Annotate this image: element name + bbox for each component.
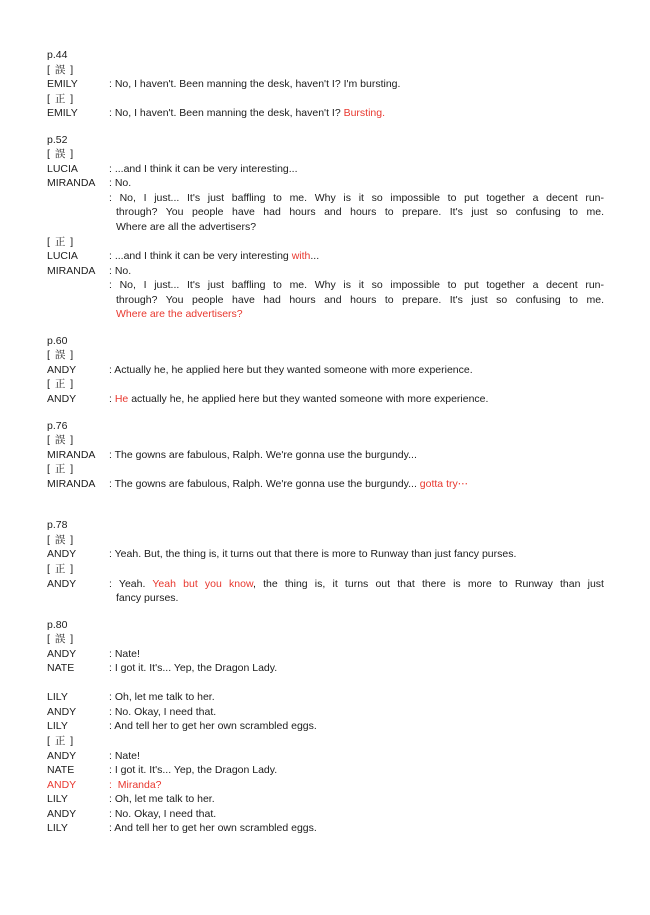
errata-block-p-78 bbox=[47, 518, 604, 605]
errata-block-p-52 bbox=[47, 133, 604, 322]
dialogue-line bbox=[47, 392, 604, 407]
speaker-name: MIRANDA bbox=[47, 264, 96, 277]
speaker-name: LILY bbox=[47, 822, 68, 835]
error-tag: [ 誤 ] bbox=[47, 148, 75, 161]
speaker-name: NATE bbox=[47, 764, 75, 777]
red-correction-text: : Miranda? bbox=[109, 778, 162, 791]
speaker-name: MIRANDA bbox=[47, 477, 96, 490]
speaker-name: EMILY bbox=[47, 78, 78, 91]
dialogue-line bbox=[47, 249, 604, 264]
speaker-name: ANDY bbox=[47, 705, 77, 718]
dialogue-text-segment: Where are all the advertisers? bbox=[116, 221, 257, 234]
speaker-name: ANDY bbox=[47, 393, 77, 406]
dialogue-line bbox=[47, 448, 604, 463]
dialogue-line bbox=[47, 363, 604, 378]
correct-tag: [ 正 ] bbox=[47, 562, 75, 575]
errata-block-p-76 bbox=[47, 419, 604, 492]
speaker-name: ANDY bbox=[47, 548, 77, 561]
dialogue-line bbox=[47, 264, 604, 279]
dialogue-text-segment: : I got it. It's... Yep, the Dragon Lady. bbox=[109, 764, 278, 777]
dialogue-text bbox=[109, 778, 604, 793]
dialogue-line bbox=[47, 690, 604, 705]
speaker-name: ANDY bbox=[47, 749, 77, 762]
dialogue-text-segment: : Yeah. bbox=[109, 577, 153, 590]
dialogue-text-segment: : The gowns are fabulous, Ralph. We're gonna use the burgundy... bbox=[109, 477, 420, 490]
dialogue-text bbox=[109, 176, 604, 191]
dialogue-line bbox=[47, 719, 604, 734]
page-number: p.80 bbox=[47, 618, 68, 631]
dialogue-text bbox=[109, 763, 604, 778]
dialogue-text-segment: : I got it. It's... Yep, the Dragon Lady. bbox=[109, 662, 278, 675]
speaker-name: ANDY bbox=[47, 647, 77, 660]
speaker-name bbox=[47, 278, 109, 293]
speaker-name: ANDY bbox=[47, 363, 77, 376]
dialogue-text-segment: , the thing is, it turns out that there is more to Runway than just bbox=[252, 577, 604, 590]
dialogue-text-segment: actually he, he applied here but they wanted someone with more experience. bbox=[128, 393, 489, 406]
error-tag: [ 誤 ] bbox=[47, 434, 75, 447]
dialogue-line bbox=[47, 792, 604, 807]
speaker-name: ANDY bbox=[47, 807, 77, 820]
speaker-name: NATE bbox=[47, 662, 75, 675]
dialogue-text bbox=[109, 821, 604, 836]
dialogue-text-segment: : The gowns are fabulous, Ralph. We're gonna use the burgundy... bbox=[109, 448, 417, 461]
dialogue-text-segment: : No. bbox=[109, 264, 132, 277]
errata-block-p-80 bbox=[47, 618, 604, 836]
dialogue-line bbox=[47, 763, 604, 778]
dialogue-text-segment: : Yeah. But, the thing is, it turns out that there is more to Runway than just fancy purses. bbox=[109, 548, 517, 561]
dialogue-line bbox=[47, 577, 604, 592]
dialogue-text bbox=[109, 249, 604, 264]
dialogue-line bbox=[47, 106, 604, 121]
speaker-name: LILY bbox=[47, 720, 68, 733]
correct-tag: [ 正 ] bbox=[47, 463, 75, 476]
correct-tag: [ 正 ] bbox=[47, 378, 75, 391]
dialogue-text-segment: : Oh, let me talk to her. bbox=[109, 793, 215, 806]
dialogue-text-segment: : No. Okay, I need that. bbox=[109, 807, 217, 820]
dialogue-text-segment: : No. bbox=[109, 177, 132, 190]
dialogue-text bbox=[109, 661, 604, 676]
red-correction-text: He bbox=[114, 393, 129, 406]
dialogue-line bbox=[47, 749, 604, 764]
dialogue-text bbox=[109, 191, 604, 206]
red-correction-text: gotta try⋯ bbox=[419, 477, 469, 490]
dialogue-continuation-line bbox=[116, 307, 604, 322]
errata-block-p-60 bbox=[47, 334, 604, 407]
dialogue-continuation-line bbox=[116, 591, 604, 606]
dialogue-continuation-line bbox=[116, 293, 604, 308]
dialogue-line bbox=[47, 278, 604, 293]
dialogue-line bbox=[47, 176, 604, 191]
dialogue-text-segment: : No, I just... It's just baffling to me. Why is it so impossible to put together a decent run- bbox=[109, 191, 604, 204]
correct-tag: [ 正 ] bbox=[47, 235, 75, 248]
dialogue-text bbox=[109, 106, 604, 121]
error-tag: [ 誤 ] bbox=[47, 533, 75, 546]
speaker-name: LILY bbox=[47, 691, 68, 704]
red-correction-text: Where are the advertisers? bbox=[116, 308, 243, 321]
speaker-name: LILY bbox=[47, 793, 68, 806]
dialogue-text bbox=[109, 577, 604, 592]
dialogue-text bbox=[109, 392, 604, 407]
dialogue-text bbox=[109, 477, 604, 492]
dialogue-text bbox=[109, 77, 604, 92]
dialogue-text-segment: : Nate! bbox=[109, 749, 140, 762]
errata-list bbox=[47, 48, 604, 836]
dialogue-line bbox=[47, 821, 604, 836]
dialogue-text bbox=[109, 162, 604, 177]
error-tag: [ 誤 ] bbox=[47, 349, 75, 362]
dialogue-text bbox=[109, 705, 604, 720]
blank-line bbox=[47, 676, 604, 691]
page-number: p.78 bbox=[47, 519, 68, 532]
page-number: p.44 bbox=[47, 49, 68, 61]
dialogue-line bbox=[47, 705, 604, 720]
dialogue-text-segment: : Actually he, he applied here but they wanted someone with more experience. bbox=[109, 363, 473, 376]
dialogue-text-segment: through? You people have had hours and hours to prepare. It's just so confusing to me. bbox=[116, 206, 604, 219]
dialogue-line bbox=[47, 807, 604, 822]
dialogue-text bbox=[109, 719, 604, 734]
page-number: p.76 bbox=[47, 419, 68, 432]
dialogue-text-segment: : Nate! bbox=[109, 647, 140, 660]
dialogue-text bbox=[109, 264, 604, 279]
dialogue-text bbox=[109, 792, 604, 807]
speaker-name: EMILY bbox=[47, 107, 78, 120]
red-correction-text: Bursting. bbox=[343, 107, 386, 120]
correct-tag: [ 正 ] bbox=[47, 734, 75, 747]
dialogue-text bbox=[109, 278, 604, 293]
speaker-name: ANDY bbox=[47, 577, 77, 590]
red-correction-text: with bbox=[291, 250, 311, 263]
dialogue-text-segment: : And tell her to get her own scrambled eggs. bbox=[109, 720, 317, 733]
dialogue-text-segment: : ...and I think it can be very interesting bbox=[109, 250, 292, 263]
dialogue-text bbox=[109, 647, 604, 662]
dialogue-text-segment: fancy purses. bbox=[116, 592, 179, 605]
dialogue-line bbox=[47, 191, 604, 206]
speaker-name: MIRANDA bbox=[47, 448, 96, 461]
errata-block-p-44 bbox=[47, 48, 604, 121]
speaker-name: LUCIA bbox=[47, 250, 78, 263]
dialogue-line bbox=[47, 162, 604, 177]
dialogue-text-segment: : No, I haven't. Been manning the desk, haven't I? bbox=[109, 107, 344, 120]
red-correction-text: Yeah but you know bbox=[152, 577, 253, 590]
dialogue-text-segment: : Oh, let me talk to her. bbox=[109, 691, 215, 704]
dialogue-text-segment: through? You people have had hours and hours to prepare. It's just so confusing to me. bbox=[116, 293, 604, 306]
dialogue-continuation-line bbox=[116, 205, 604, 220]
dialogue-text-segment: : And tell her to get her own scrambled eggs. bbox=[109, 822, 317, 835]
dialogue-line bbox=[47, 477, 604, 492]
error-tag: [ 誤 ] bbox=[47, 633, 75, 646]
page-number: p.60 bbox=[47, 334, 68, 347]
correct-tag: [ 正 ] bbox=[47, 92, 75, 105]
dialogue-text-segment: : No, I haven't. Been manning the desk, haven't I? I'm bursting. bbox=[109, 78, 401, 91]
dialogue-line bbox=[47, 547, 604, 562]
speaker-name: LUCIA bbox=[47, 162, 78, 175]
speaker-name: MIRANDA bbox=[47, 177, 96, 190]
dialogue-text bbox=[109, 363, 604, 378]
dialogue-text-segment: : ...and I think it can be very interesting... bbox=[109, 162, 298, 175]
dialogue-line bbox=[47, 647, 604, 662]
dialogue-line bbox=[47, 661, 604, 676]
dialogue-text bbox=[109, 547, 604, 562]
dialogue-text-segment: ... bbox=[310, 250, 320, 263]
dialogue-continuation-line bbox=[116, 220, 604, 235]
page-number: p.52 bbox=[47, 133, 68, 146]
dialogue-text bbox=[109, 690, 604, 705]
dialogue-text-segment: : No, I just... It's just baffling to me. Why is it so impossible to put together a decent run- bbox=[109, 279, 604, 292]
dialogue-text bbox=[109, 749, 604, 764]
speaker-name: ANDY bbox=[47, 778, 77, 791]
dialogue-text-segment: : No. Okay, I need that. bbox=[109, 705, 217, 718]
speaker-name bbox=[47, 191, 109, 206]
dialogue-line bbox=[47, 77, 604, 92]
dialogue-line bbox=[47, 778, 604, 793]
dialogue-text bbox=[109, 807, 604, 822]
dialogue-text-segment: : bbox=[109, 393, 115, 406]
dialogue-text bbox=[109, 448, 604, 463]
error-tag: [ 誤 ] bbox=[47, 63, 75, 76]
